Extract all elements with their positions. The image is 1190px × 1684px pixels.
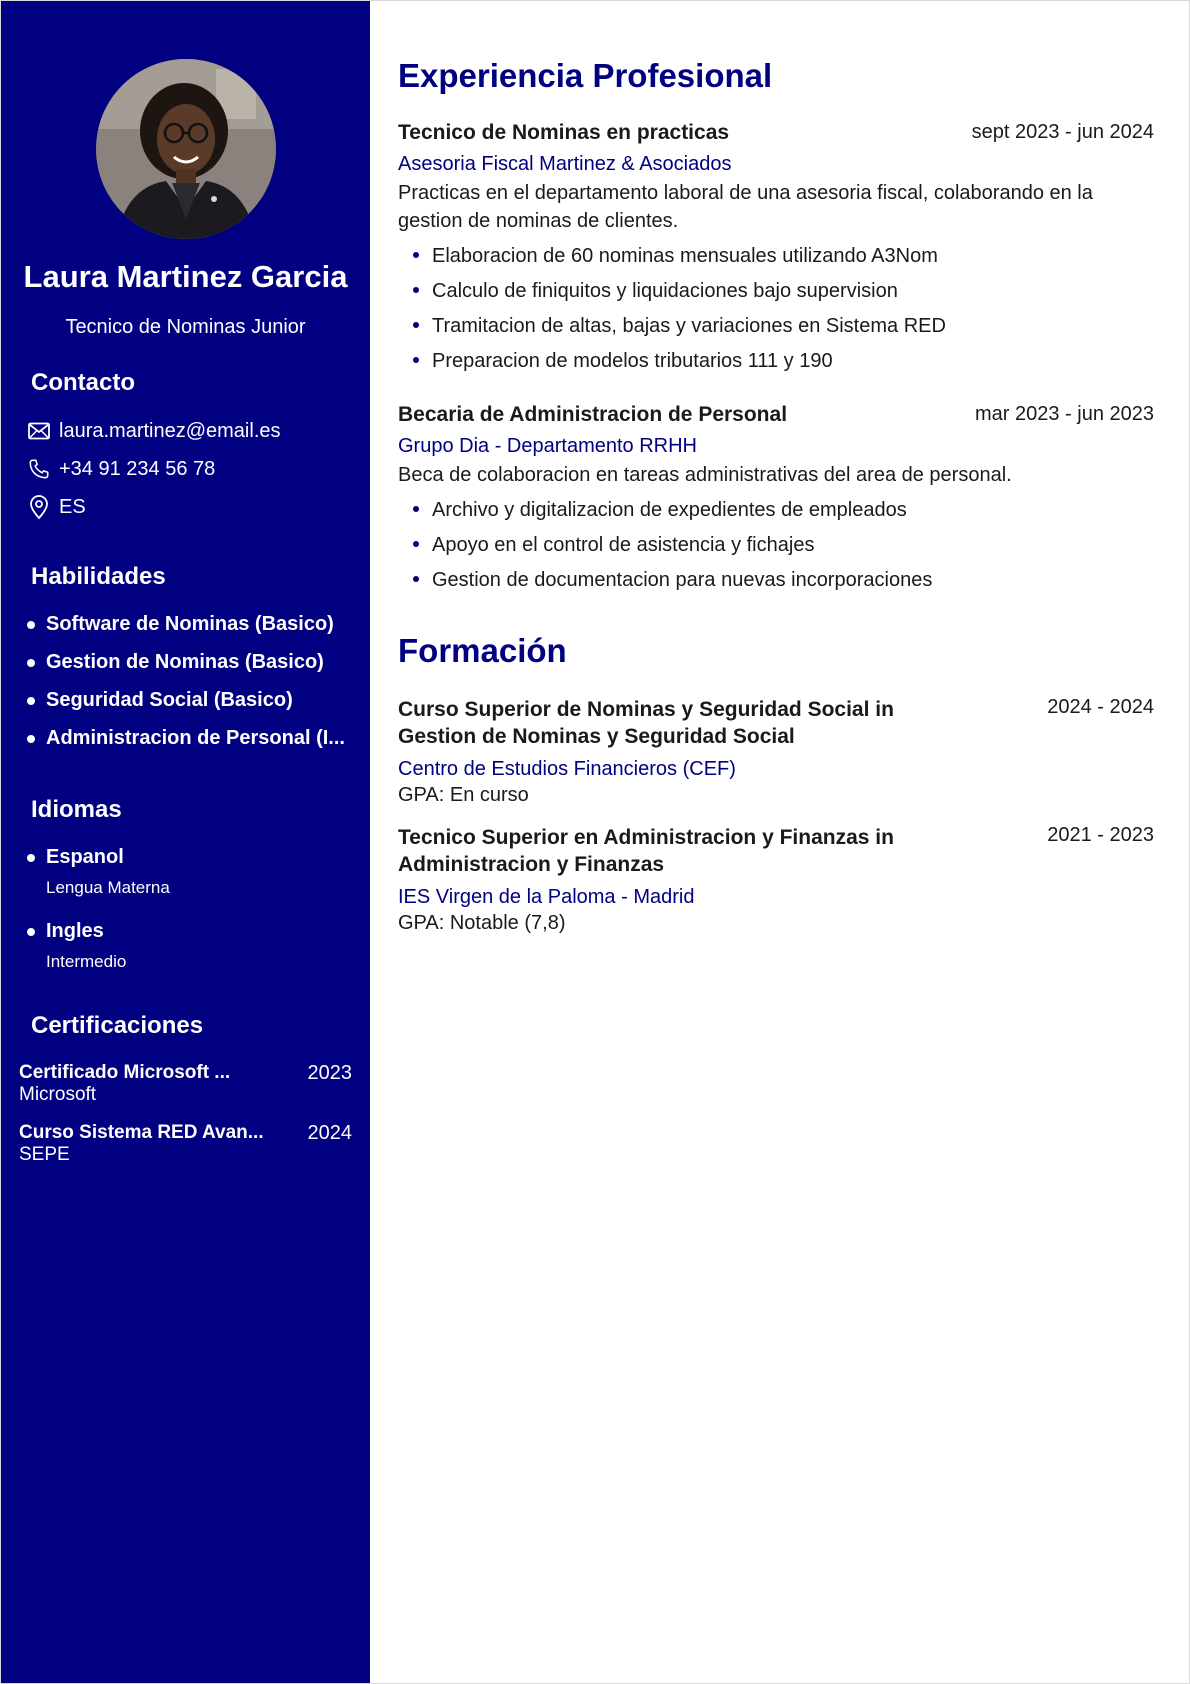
education-gpa: GPA: Notable (7,8) xyxy=(398,912,566,934)
certification-name: Certificado Microsoft ... xyxy=(19,1062,231,1083)
job-entry xyxy=(398,403,1154,594)
education-dates: 2021 - 2023 xyxy=(1047,824,1154,846)
languages-list xyxy=(19,846,352,972)
list-item: Tramitacion de altas, bajas y variaciones en Sistema RED xyxy=(398,312,1154,340)
mail-icon xyxy=(27,419,51,443)
location-pin-icon xyxy=(27,495,51,519)
job-company: Asesoria Fiscal Martinez & Asociados xyxy=(398,153,732,175)
certification-issuer: SEPE xyxy=(19,1144,70,1165)
certifications-list xyxy=(19,1062,352,1166)
education-heading: Formación xyxy=(398,632,567,669)
bullet-icon xyxy=(27,697,35,705)
certification-name: Curso Sistema RED Avan... xyxy=(19,1122,264,1143)
education-entry xyxy=(398,696,1154,807)
list-item: Gestion de documentacion para nuevas incorporaciones xyxy=(398,566,1154,594)
contact-email[interactable] xyxy=(27,419,352,443)
skill-item: Administracion de Personal (I... xyxy=(27,727,352,750)
sidebar xyxy=(1,1,370,1683)
certification-year: 2024 xyxy=(307,1122,352,1144)
education-gpa: GPA: En curso xyxy=(398,784,529,806)
education-school: Centro de Estudios Financieros (CEF) xyxy=(398,758,736,780)
phone-icon xyxy=(27,457,51,481)
language-name: Ingles xyxy=(46,920,104,942)
language-item xyxy=(27,846,352,898)
list-item: Elaboracion de 60 nominas mensuales utilizando A3Nom xyxy=(398,242,1154,270)
phone-text: +34 91 234 56 78 xyxy=(59,457,216,480)
bullet-icon xyxy=(27,621,35,629)
certification-item xyxy=(19,1122,352,1166)
skill-item: Software de Nominas (Basico) xyxy=(27,613,352,636)
job-bullets xyxy=(398,242,1154,375)
education-entry xyxy=(398,824,1154,935)
contact-list xyxy=(19,419,352,519)
job-bullets xyxy=(398,496,1154,594)
contact-location xyxy=(27,495,352,519)
skill-item: Seguridad Social (Basico) xyxy=(27,689,352,712)
certification-year: 2023 xyxy=(307,1062,352,1084)
education-title: Curso Superior de Nominas y Seguridad Social in Gestion de Nominas y Seguridad Social xyxy=(398,698,894,748)
profile-headline: Tecnico de Nominas Junior xyxy=(65,316,306,338)
skills-list xyxy=(19,613,352,750)
job-description: Practicas en el departamento laboral de una asesoria fiscal, colaborando en la gestion de nominas de clientes. xyxy=(398,182,1093,232)
skills-heading: Habilidades xyxy=(31,563,166,590)
bullet-icon xyxy=(27,735,35,743)
job-dates: mar 2023 - jun 2023 xyxy=(974,403,1154,425)
education-title: Tecnico Superior en Administracion y Finanzas in Administracion y Finanzas xyxy=(398,826,894,876)
job-description: Beca de colaboracion en tareas administrativas del area de personal. xyxy=(398,464,1012,486)
list-item: Archivo y digitalizacion de expedientes de empleados xyxy=(398,496,1154,524)
list-item: Preparacion de modelos tributarios 111 y 190 xyxy=(398,347,1154,375)
certification-item xyxy=(19,1062,352,1106)
language-item xyxy=(27,920,352,972)
job-title: Becaria de Administracion de Personal xyxy=(398,403,788,426)
skill-item: Gestion de Nominas (Basico) xyxy=(27,651,352,674)
email-text: laura.martinez@email.es xyxy=(59,419,281,442)
job-company: Grupo Dia - Departamento RRHH xyxy=(398,435,697,457)
languages-heading: Idiomas xyxy=(31,796,122,823)
certification-issuer: Microsoft xyxy=(19,1084,97,1105)
list-item: Apoyo en el control de asistencia y fichajes xyxy=(398,531,1154,559)
job-entry xyxy=(398,121,1154,375)
job-dates: sept 2023 - jun 2024 xyxy=(971,121,1154,143)
language-name: Espanol xyxy=(46,846,124,868)
profile-name: Laura Martinez Garcia xyxy=(23,259,348,294)
education-dates: 2024 - 2024 xyxy=(1047,696,1154,718)
list-item: Calculo de finiquitos y liquidaciones bajo supervision xyxy=(398,277,1154,305)
location-text: ES xyxy=(59,495,86,518)
bullet-icon xyxy=(27,928,35,936)
experience-heading: Experiencia Profesional xyxy=(398,57,773,94)
education-school: IES Virgen de la Paloma - Madrid xyxy=(398,886,695,908)
contact-heading: Contacto xyxy=(31,369,135,396)
main-content xyxy=(370,1,1189,1683)
contact-phone[interactable] xyxy=(27,457,352,481)
bullet-icon xyxy=(27,854,35,862)
profile-photo-icon xyxy=(96,59,276,239)
language-level: Lengua Materna xyxy=(46,878,170,897)
avatar xyxy=(96,59,276,239)
job-title: Tecnico de Nominas en practicas xyxy=(398,121,730,144)
language-level: Intermedio xyxy=(46,952,127,971)
certifications-heading: Certificaciones xyxy=(31,1012,204,1039)
bullet-icon xyxy=(27,659,35,667)
